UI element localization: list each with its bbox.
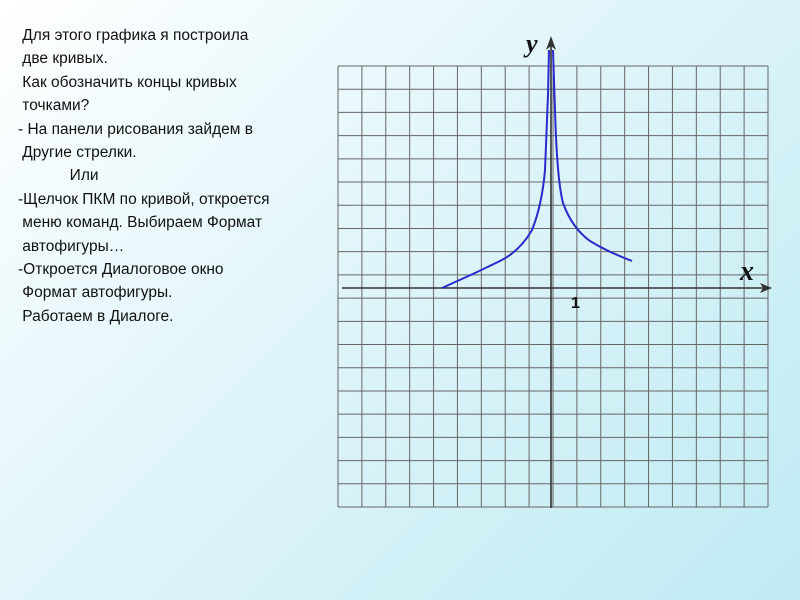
grid-lines [338,66,768,507]
text-line: две кривых. [18,50,108,68]
text-line: Другие стрелки. [18,144,137,162]
text-line: меню команд. Выбираем Формат [18,214,263,232]
x-axis-label: x [740,256,754,287]
text-line: - На панели рисования зайдем в [18,120,253,138]
text-line: Или [18,167,99,185]
text-line: Как обозначить концы кривых [18,73,237,91]
y-axis-label: y [526,29,538,58]
text-line: точками? [18,97,90,115]
text-line: -Откроется Диалоговое окно [18,261,224,279]
text-line: -Щелчок ПКМ по кривой, откроется [18,190,270,208]
right-curve[interactable] [553,50,632,261]
left-curve[interactable] [442,50,549,288]
x-tick-label: 1 [571,295,580,312]
text-line: автофигуры… [18,237,125,255]
text-line: Для этого графика я построила [18,27,249,44]
text-line: Формат автофигуры. [18,284,173,302]
x-axis [342,283,772,293]
text-line: Работаем в Диалоге. [18,307,174,325]
